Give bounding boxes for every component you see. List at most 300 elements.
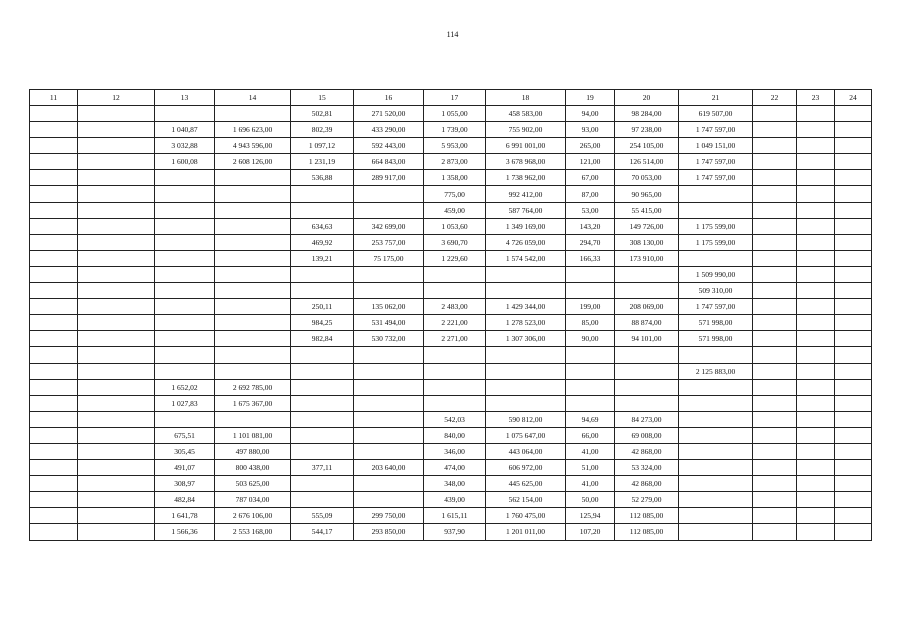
table-cell xyxy=(835,299,872,315)
table-row xyxy=(30,379,872,395)
table-cell xyxy=(354,395,424,411)
table-cell: 135 062,00 xyxy=(354,299,424,315)
table-cell xyxy=(354,363,424,379)
table-row xyxy=(30,170,872,186)
table-cell xyxy=(753,315,797,331)
table-cell xyxy=(78,427,155,443)
table-cell xyxy=(78,122,155,138)
table-cell xyxy=(679,427,753,443)
table-cell: 509 310,00 xyxy=(679,283,753,299)
table-cell xyxy=(753,218,797,234)
table-cell xyxy=(566,395,615,411)
table-body xyxy=(30,106,872,541)
table-cell xyxy=(30,460,78,476)
table-cell xyxy=(753,202,797,218)
table-cell xyxy=(155,283,215,299)
table-cell xyxy=(835,347,872,363)
table-cell xyxy=(753,122,797,138)
table-cell xyxy=(797,202,835,218)
table-cell: 90,00 xyxy=(566,331,615,347)
table-cell xyxy=(30,315,78,331)
table-cell: 1 738 962,00 xyxy=(486,170,566,186)
table-cell xyxy=(78,476,155,492)
table-cell: 562 154,00 xyxy=(486,492,566,508)
table-row xyxy=(30,331,872,347)
table-cell xyxy=(753,154,797,170)
table-row xyxy=(30,347,872,363)
table-cell: 42 868,00 xyxy=(615,443,679,459)
table-cell xyxy=(797,508,835,524)
table-cell xyxy=(78,508,155,524)
table-cell xyxy=(797,492,835,508)
table-cell xyxy=(291,379,354,395)
table-cell: 112 085,00 xyxy=(615,508,679,524)
table-cell xyxy=(753,492,797,508)
column-header: 12 xyxy=(78,90,155,106)
table-cell xyxy=(679,492,753,508)
table-cell xyxy=(835,492,872,508)
table-cell: 491,07 xyxy=(155,460,215,476)
table-cell xyxy=(797,106,835,122)
table-cell xyxy=(835,122,872,138)
table-cell: 84 273,00 xyxy=(615,411,679,427)
column-header: 13 xyxy=(155,90,215,106)
table-cell xyxy=(78,379,155,395)
table-cell xyxy=(215,411,291,427)
table-cell xyxy=(797,427,835,443)
table-cell: 94 101,00 xyxy=(615,331,679,347)
table-row xyxy=(30,411,872,427)
table-cell: 377,11 xyxy=(291,460,354,476)
table-cell xyxy=(753,363,797,379)
table-cell: 775,00 xyxy=(424,186,486,202)
table-cell: 294,70 xyxy=(566,234,615,250)
table-cell xyxy=(354,427,424,443)
table-cell: 1 509 990,00 xyxy=(679,266,753,282)
table-cell xyxy=(78,138,155,154)
table-row xyxy=(30,508,872,524)
table-cell xyxy=(30,250,78,266)
table-cell: 125,94 xyxy=(566,508,615,524)
table-cell xyxy=(78,106,155,122)
table-cell xyxy=(215,250,291,266)
table-cell: 469,92 xyxy=(291,234,354,250)
table-cell xyxy=(615,283,679,299)
table-cell xyxy=(753,250,797,266)
table-cell: 984,25 xyxy=(291,315,354,331)
table-cell xyxy=(753,395,797,411)
table-cell: 619 507,00 xyxy=(679,106,753,122)
table-cell: 1 231,19 xyxy=(291,154,354,170)
table-cell: 2 125 883,00 xyxy=(679,363,753,379)
table-cell xyxy=(797,234,835,250)
table-cell xyxy=(78,170,155,186)
table-cell: 173 910,00 xyxy=(615,250,679,266)
table-cell xyxy=(835,170,872,186)
table-cell: 41,00 xyxy=(566,476,615,492)
table-row xyxy=(30,266,872,282)
table-cell: 199,00 xyxy=(566,299,615,315)
table-cell xyxy=(835,106,872,122)
table-cell xyxy=(78,315,155,331)
table-cell: 1 101 081,00 xyxy=(215,427,291,443)
table-cell xyxy=(155,363,215,379)
table-cell: 3 032,88 xyxy=(155,138,215,154)
table-cell: 531 494,00 xyxy=(354,315,424,331)
table-cell: 1 429 344,00 xyxy=(486,299,566,315)
table-cell xyxy=(30,186,78,202)
table-cell xyxy=(835,234,872,250)
table-cell xyxy=(30,411,78,427)
table-cell xyxy=(215,170,291,186)
table-cell: 1 641,78 xyxy=(155,508,215,524)
table-cell xyxy=(78,411,155,427)
table-cell: 67,00 xyxy=(566,170,615,186)
table-cell: 1 747 597,00 xyxy=(679,170,753,186)
column-header: 24 xyxy=(835,90,872,106)
table-cell xyxy=(354,186,424,202)
table-cell: 342 699,00 xyxy=(354,218,424,234)
table-cell: 2 608 126,00 xyxy=(215,154,291,170)
table-cell: 348,00 xyxy=(424,476,486,492)
table-cell: 88 874,00 xyxy=(615,315,679,331)
table-cell: 544,17 xyxy=(291,524,354,540)
table-cell xyxy=(78,202,155,218)
table-cell xyxy=(30,202,78,218)
column-header: 22 xyxy=(753,90,797,106)
table-cell xyxy=(753,443,797,459)
table-cell xyxy=(679,186,753,202)
table-row xyxy=(30,154,872,170)
table-cell: 1 358,00 xyxy=(424,170,486,186)
table-cell xyxy=(354,283,424,299)
table-cell: 112 085,00 xyxy=(615,524,679,540)
table-cell: 606 972,00 xyxy=(486,460,566,476)
table-cell: 93,00 xyxy=(566,122,615,138)
table-cell xyxy=(797,170,835,186)
table-cell: 664 843,00 xyxy=(354,154,424,170)
table-cell: 97 238,00 xyxy=(615,122,679,138)
table-cell xyxy=(155,234,215,250)
table-cell: 1 574 542,00 xyxy=(486,250,566,266)
table-cell xyxy=(835,379,872,395)
table-cell: 1 278 523,00 xyxy=(486,315,566,331)
table-cell: 1 652,02 xyxy=(155,379,215,395)
page-number: 114 xyxy=(446,30,459,39)
table-cell xyxy=(615,379,679,395)
table-cell: 6 991 001,00 xyxy=(486,138,566,154)
table-cell xyxy=(30,283,78,299)
table-cell xyxy=(835,508,872,524)
table-cell xyxy=(78,443,155,459)
table-row xyxy=(30,395,872,411)
table-cell xyxy=(78,460,155,476)
table-cell: 139,21 xyxy=(291,250,354,266)
table-cell xyxy=(753,476,797,492)
table-cell: 98 284,00 xyxy=(615,106,679,122)
table-cell xyxy=(615,266,679,282)
column-header: 15 xyxy=(291,90,354,106)
table-cell xyxy=(679,443,753,459)
table-cell: 439,00 xyxy=(424,492,486,508)
table-cell xyxy=(797,379,835,395)
table-cell: 787 034,00 xyxy=(215,492,291,508)
table-cell xyxy=(835,154,872,170)
table-cell xyxy=(753,138,797,154)
table-cell xyxy=(30,363,78,379)
table-cell: 755 902,00 xyxy=(486,122,566,138)
table-cell xyxy=(215,315,291,331)
table-cell xyxy=(78,283,155,299)
table-cell xyxy=(155,299,215,315)
table-cell xyxy=(78,347,155,363)
table-cell: 1 027,83 xyxy=(155,395,215,411)
table-cell: 5 953,00 xyxy=(424,138,486,154)
table-cell xyxy=(30,524,78,540)
table-cell xyxy=(797,460,835,476)
table-cell: 1 175 599,00 xyxy=(679,218,753,234)
table-cell: 571 998,00 xyxy=(679,331,753,347)
table-cell xyxy=(797,395,835,411)
table-cell: 121,00 xyxy=(566,154,615,170)
table-row xyxy=(30,186,872,202)
table-row xyxy=(30,443,872,459)
table-cell: 459,00 xyxy=(424,202,486,218)
table-cell xyxy=(215,347,291,363)
table-cell xyxy=(753,234,797,250)
table-cell xyxy=(354,476,424,492)
table-cell: 587 764,00 xyxy=(486,202,566,218)
table-cell xyxy=(78,524,155,540)
table-row xyxy=(30,460,872,476)
table-cell: 1 739,00 xyxy=(424,122,486,138)
table-cell: 2 692 785,00 xyxy=(215,379,291,395)
table-cell xyxy=(835,315,872,331)
column-header: 20 xyxy=(615,90,679,106)
table-cell: 502,81 xyxy=(291,106,354,122)
table-cell: 293 850,00 xyxy=(354,524,424,540)
table-cell xyxy=(566,363,615,379)
table-cell xyxy=(30,266,78,282)
table-cell xyxy=(291,347,354,363)
table-cell: 937,90 xyxy=(424,524,486,540)
table-cell: 675,51 xyxy=(155,427,215,443)
table-cell xyxy=(155,170,215,186)
table-cell: 308,97 xyxy=(155,476,215,492)
table-cell: 254 105,00 xyxy=(615,138,679,154)
table-cell xyxy=(753,379,797,395)
column-header: 17 xyxy=(424,90,486,106)
table-cell: 203 640,00 xyxy=(354,460,424,476)
table-cell: 1 229,60 xyxy=(424,250,486,266)
table-row xyxy=(30,299,872,315)
table-cell xyxy=(291,427,354,443)
table-cell xyxy=(753,460,797,476)
table-cell xyxy=(215,186,291,202)
table-cell: 90 965,00 xyxy=(615,186,679,202)
table-cell xyxy=(753,299,797,315)
table-row xyxy=(30,524,872,540)
table-cell: 2 271,00 xyxy=(424,331,486,347)
table-cell xyxy=(566,283,615,299)
table-cell xyxy=(679,395,753,411)
table-cell xyxy=(835,363,872,379)
table-cell xyxy=(354,379,424,395)
table-cell xyxy=(78,363,155,379)
table-cell: 497 880,00 xyxy=(215,443,291,459)
table-cell xyxy=(424,363,486,379)
table-cell: 433 290,00 xyxy=(354,122,424,138)
table-cell xyxy=(291,443,354,459)
table-cell xyxy=(30,218,78,234)
table-cell: 265,00 xyxy=(566,138,615,154)
table-cell: 2 221,00 xyxy=(424,315,486,331)
table-cell: 503 625,00 xyxy=(215,476,291,492)
table-cell: 1 349 169,00 xyxy=(486,218,566,234)
table-cell xyxy=(835,331,872,347)
table-cell: 94,69 xyxy=(566,411,615,427)
table-cell: 1 055,00 xyxy=(424,106,486,122)
table-cell xyxy=(486,347,566,363)
table-cell xyxy=(835,250,872,266)
table-cell: 3 678 968,00 xyxy=(486,154,566,170)
table-cell xyxy=(797,218,835,234)
table-cell: 4 726 059,00 xyxy=(486,234,566,250)
data-table xyxy=(29,89,872,541)
table-cell xyxy=(566,379,615,395)
table-cell xyxy=(354,266,424,282)
table-cell xyxy=(424,395,486,411)
table-cell xyxy=(215,283,291,299)
table-cell: 250,11 xyxy=(291,299,354,315)
table-cell: 571 998,00 xyxy=(679,315,753,331)
table-row xyxy=(30,315,872,331)
table-cell: 253 757,00 xyxy=(354,234,424,250)
table-row xyxy=(30,250,872,266)
table-cell xyxy=(424,266,486,282)
table-cell xyxy=(835,395,872,411)
table-cell: 445 625,00 xyxy=(486,476,566,492)
table-cell: 143,20 xyxy=(566,218,615,234)
table-cell: 107,20 xyxy=(566,524,615,540)
table-cell: 42 868,00 xyxy=(615,476,679,492)
table-cell: 443 064,00 xyxy=(486,443,566,459)
table-cell xyxy=(753,266,797,282)
table-cell xyxy=(78,218,155,234)
table-cell xyxy=(354,202,424,218)
table-cell xyxy=(30,154,78,170)
table-cell: 1 675 367,00 xyxy=(215,395,291,411)
table-cell: 3 690,70 xyxy=(424,234,486,250)
table-cell xyxy=(291,363,354,379)
table-cell xyxy=(615,347,679,363)
table-cell xyxy=(30,443,78,459)
table-cell xyxy=(679,508,753,524)
table-cell xyxy=(291,476,354,492)
table-cell xyxy=(215,266,291,282)
table-cell: 1 040,87 xyxy=(155,122,215,138)
table-cell: 346,00 xyxy=(424,443,486,459)
table-cell xyxy=(753,186,797,202)
table-cell: 1 097,12 xyxy=(291,138,354,154)
table-cell: 66,00 xyxy=(566,427,615,443)
table-cell xyxy=(797,283,835,299)
table-cell xyxy=(679,476,753,492)
table-cell: 592 443,00 xyxy=(354,138,424,154)
table-cell xyxy=(291,266,354,282)
table-cell xyxy=(291,411,354,427)
table-cell xyxy=(424,283,486,299)
table-cell xyxy=(78,492,155,508)
table-cell: 1 760 475,00 xyxy=(486,508,566,524)
table-cell: 1 747 597,00 xyxy=(679,122,753,138)
table-row xyxy=(30,234,872,250)
table-cell xyxy=(78,234,155,250)
table-cell: 52 279,00 xyxy=(615,492,679,508)
table-cell: 1 201 011,00 xyxy=(486,524,566,540)
table-cell xyxy=(354,411,424,427)
table-cell xyxy=(215,331,291,347)
table-cell xyxy=(753,283,797,299)
table-cell: 1 075 647,00 xyxy=(486,427,566,443)
table-cell: 482,84 xyxy=(155,492,215,508)
table-cell xyxy=(753,106,797,122)
table-cell xyxy=(155,331,215,347)
table-cell xyxy=(835,186,872,202)
table-cell xyxy=(155,411,215,427)
table-cell xyxy=(835,218,872,234)
table-cell xyxy=(797,250,835,266)
table-cell xyxy=(486,266,566,282)
table-cell xyxy=(30,492,78,508)
table-cell xyxy=(78,266,155,282)
table-cell: 53 324,00 xyxy=(615,460,679,476)
table-cell: 1 175 599,00 xyxy=(679,234,753,250)
table-row xyxy=(30,122,872,138)
table-cell xyxy=(155,218,215,234)
table-cell xyxy=(679,379,753,395)
table-cell: 149 726,00 xyxy=(615,218,679,234)
table-cell xyxy=(30,379,78,395)
table-cell xyxy=(835,202,872,218)
table-cell: 1 747 597,00 xyxy=(679,299,753,315)
table-cell xyxy=(797,331,835,347)
table-cell xyxy=(797,524,835,540)
table-cell xyxy=(215,218,291,234)
table-cell: 590 812,00 xyxy=(486,411,566,427)
table-cell: 982,84 xyxy=(291,331,354,347)
table-cell: 85,00 xyxy=(566,315,615,331)
table-cell xyxy=(753,427,797,443)
table-cell xyxy=(424,379,486,395)
table-row xyxy=(30,202,872,218)
table-cell: 271 520,00 xyxy=(354,106,424,122)
column-header: 18 xyxy=(486,90,566,106)
table-cell xyxy=(797,122,835,138)
table-cell xyxy=(155,315,215,331)
table-cell: 2 873,00 xyxy=(424,154,486,170)
table-cell xyxy=(615,395,679,411)
table-cell xyxy=(566,266,615,282)
table-cell: 555,09 xyxy=(291,508,354,524)
table-cell xyxy=(155,347,215,363)
table-cell xyxy=(486,363,566,379)
table-cell xyxy=(30,476,78,492)
table-cell: 305,45 xyxy=(155,443,215,459)
table-row xyxy=(30,106,872,122)
table-header-row xyxy=(30,90,872,106)
table-cell xyxy=(835,476,872,492)
